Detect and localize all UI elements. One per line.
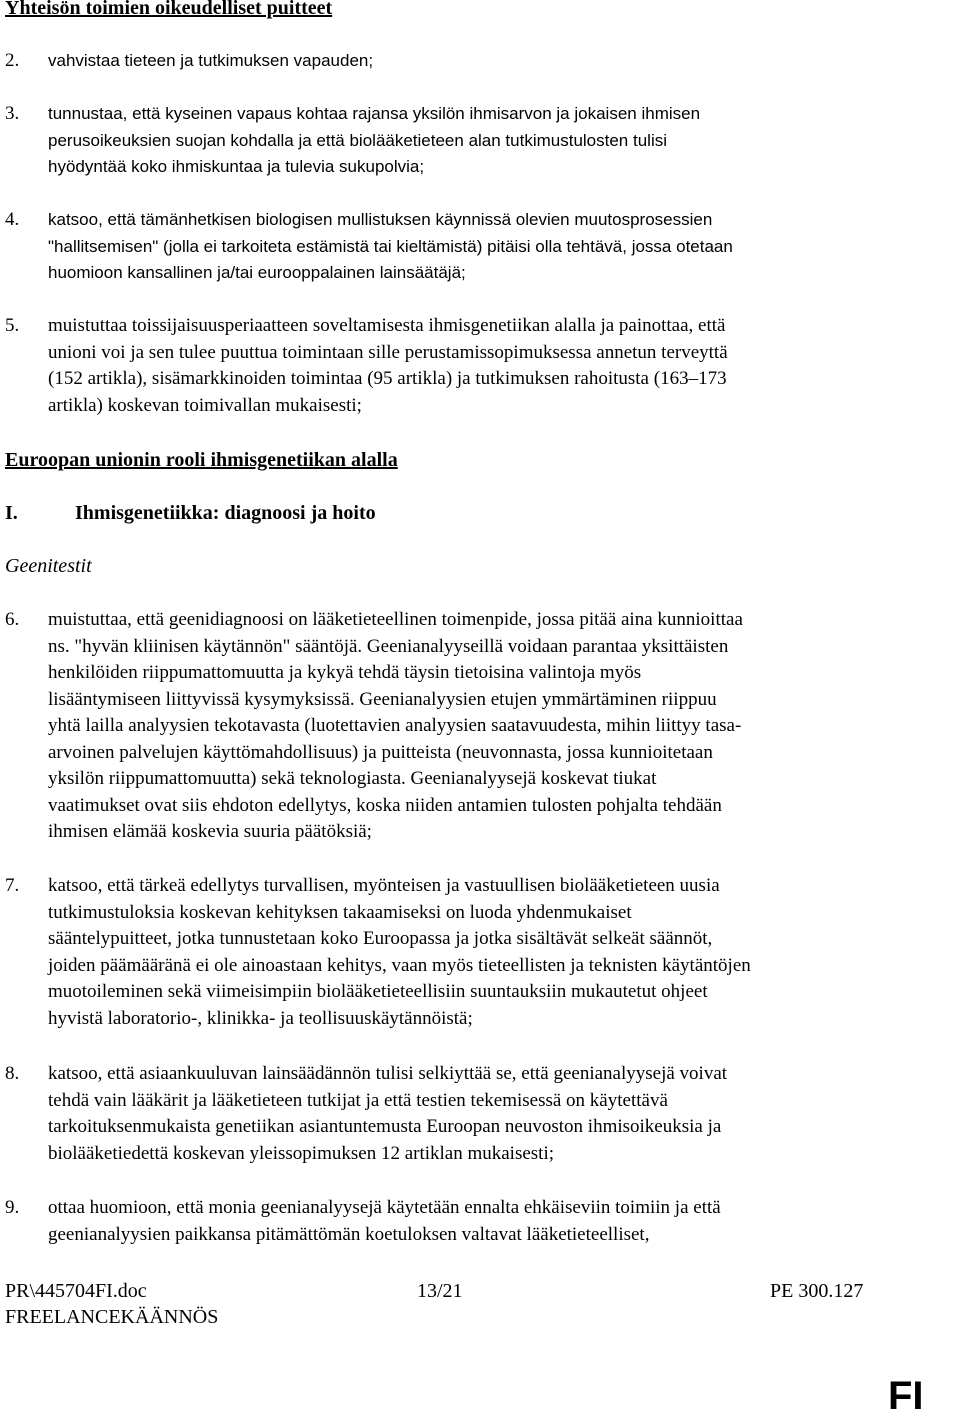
paragraph-line: ns. "hyvän kliinisen käytännön" sääntöjä. Geenianalyyseillä voidaan parantaa yksittäisten (48, 635, 729, 657)
paragraph-line: katsoo, että tärkeä edellytys turvallisen, myönteisen ja vastuullisen biolääketieteen uusia (48, 875, 720, 896)
footer-pe-number: PE 300.127 (770, 1280, 864, 1302)
footer-doc-ref: PR\445704FI.doc (5, 1280, 147, 1302)
paragraph-4 (48, 207, 918, 287)
section-heading: Euroopan unionin rooli ihmisgenetiikan alalla (5, 449, 398, 471)
paragraph-number: 8. (5, 1063, 20, 1084)
paragraph-line: tarkoituksenmukaista genetiikan asiantuntemusta Euroopan neuvoston ihmisoikeuksia ja (48, 1116, 722, 1137)
paragraph-line: geenianalyysien paikkansa pitämättömän koetuloksen valtavat lääketieteelliset, (48, 1223, 650, 1245)
footer-page-number: 13/21 (417, 1280, 463, 1302)
paragraph-line: muistuttaa toissijaisuusperiaatteen soveltamisesta ihmisgenetiikan alalla ja painottaa, että (48, 315, 726, 336)
paragraph-line: hyödyntää koko ihmiskuntaa ja tulevia sukupolvia; (48, 157, 425, 176)
paragraph-number: 5. (5, 315, 20, 336)
paragraph-7 (48, 873, 918, 1032)
paragraph-line: perusoikeuksien suojan kohdalla ja että biolääketieteen alan tutkimustulosten tulisi (48, 130, 667, 150)
paragraph-line: unioni voi ja sen tulee puuttua toimintaan sille perustamissopimuksessa annetun terveyttä (48, 341, 728, 363)
paragraph-line: tutkimustuloksia koskevan kehityksen takaamiseksi on luoda yhdenmukaiset (48, 901, 632, 923)
language-code: FI (888, 1374, 924, 1418)
paragraph-line: yhtä lailla analyysien tekotavasta (luotettavien analyysien saatavuudesta, mihin liittyy tasa- (48, 715, 742, 736)
paragraph-line: (152 artikla), sisämarkkinoiden toimintaa (95 artikla) ja tutkimuksen rahoitusta (163–173 (48, 368, 727, 389)
paragraph-line: muotoileminen sekä viimeisimpiin biolääketieteellisiin suuntauksiin mukautetut ohjeet (48, 981, 708, 1002)
paragraph-2 (48, 48, 918, 75)
paragraph-number: 3. (5, 103, 20, 124)
document-heading: Yhteisön toimien oikeudelliset puitteet (5, 0, 333, 19)
paragraph-line: yksilön riippumattomuutta) sekä teknologiasta. Geenianalyysejä koskevat tiukat (48, 768, 657, 789)
paragraph-3 (48, 101, 918, 181)
paragraph-number: 4. (5, 209, 20, 230)
footer-translation-note: FREELANCEKÄÄNNÖS (5, 1306, 219, 1328)
paragraph-line: henkilöiden riippumattomuutta ja kykyä tehdä täysin tietoisina valintoja myös (48, 662, 642, 683)
paragraph-line: "hallitsemisen" (jolla ei tarkoiteta estämistä tai kieltämistä) pitäisi olla tehtävä, jossa otetaan (48, 236, 733, 256)
paragraph-line: vaatimukset ovat siis ehdoton edellytys, koska niiden antamien tulosten pohjalta tehdään (48, 794, 722, 816)
paragraph-line: arvoinen palvelujen käyttömahdollisuus) ja puitteista (neuvonnasta, jossa kunnioitetaan (48, 741, 713, 763)
paragraph-5 (48, 313, 918, 419)
subheading: Geenitestit (5, 555, 92, 577)
chapter-title: Ihmisgenetiikka: diagnoosi ja hoito (75, 502, 376, 524)
paragraph-line: tunnustaa, että kyseinen vapaus kohtaa rajansa yksilön ihmisarvon ja jokaisen ihmisen (48, 104, 701, 123)
chapter-number: I. (5, 502, 18, 524)
paragraph-line: sääntelypuitteet, jotka tunnustetaan koko Euroopassa ja jotka sisältävät selkeät säännöt, (48, 928, 713, 949)
paragraph-line: vahvistaa tieteen ja tutkimuksen vapauden; (48, 51, 374, 70)
paragraph-6 (48, 607, 918, 846)
paragraph-line: ottaa huomioon, että monia geenianalyysejä käytetään ennalta ehkäiseviin toimiin ja että (48, 1197, 721, 1218)
paragraph-number: 7. (5, 875, 20, 896)
paragraph-line: joiden päämääränä ei ole ainoastaan kehitys, vaan myös tieteellisten ja teknisten käytäntöjen (48, 954, 751, 976)
paragraph-line: ihmisen elämää koskevia suuria päätöksiä; (48, 821, 372, 842)
paragraph-9 (48, 1195, 918, 1248)
paragraph-line: katsoo, että tämänhetkisen biologisen mullistuksen käynnissä olevien muutosprosessien (48, 210, 713, 229)
paragraph-number: 9. (5, 1197, 20, 1218)
paragraph-number: 6. (5, 609, 20, 630)
paragraph-line: tehdä vain lääkärit ja lääketieteen tutkijat ja että testien tekemisessä on käytettävä (48, 1089, 668, 1111)
paragraph-line: katsoo, että asiaankuuluvan lainsäädännön tulisi selkiyttää se, että geenianalyysejä voivat (48, 1063, 728, 1084)
paragraph-line: hyvistä laboratorio-, klinikka- ja teollisuuskäytännöistä; (48, 1007, 473, 1029)
paragraph-line: muistuttaa, että geenidiagnoosi on lääketieteellinen toimenpide, jossa pitää aina kunnioittaa (48, 609, 743, 630)
paragraph-8 (48, 1061, 918, 1167)
paragraph-line: artikla) koskevan toimivallan mukaisesti; (48, 394, 362, 416)
paragraph-number: 2. (5, 50, 20, 71)
paragraph-line: biolääketiedettä koskevan yleissopimuksen 12 artiklan mukaisesti; (48, 1142, 555, 1164)
paragraph-line: lisääntymiseen liittyvissä kysymyksissä. Geenianalyysien etujen ymmärtäminen riippuu (48, 688, 717, 710)
paragraph-line: huomioon kansallinen ja/tai eurooppalainen lainsäätäjä; (48, 263, 466, 282)
